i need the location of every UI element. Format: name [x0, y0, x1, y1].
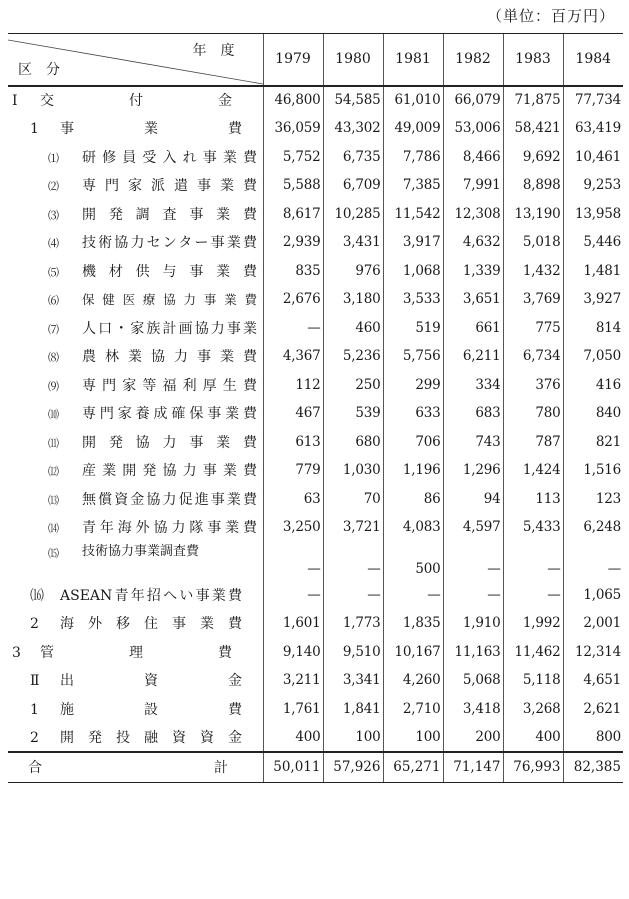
- row-label: 研修員受入れ事業費: [82, 149, 257, 166]
- table-row: [8, 257, 623, 286]
- table-row: [8, 428, 623, 457]
- row-label-cell: [8, 609, 263, 638]
- value-cell: 814: [563, 314, 623, 343]
- table-row: [8, 285, 623, 314]
- row-label: 技術協力センター事業費: [82, 235, 257, 252]
- unit-note: （単位：百万円）: [486, 7, 615, 25]
- value-cell: 1,030: [323, 456, 383, 485]
- row-label-cell: [8, 666, 263, 695]
- value-cell: 1,601: [263, 609, 323, 638]
- value-cell: 683: [443, 399, 503, 428]
- value-cell: 400: [263, 723, 323, 752]
- row-label-cell: [8, 581, 263, 610]
- value-cell: 821: [563, 428, 623, 457]
- value-cell: 1,065: [563, 581, 623, 610]
- table-row: [8, 581, 623, 610]
- value-cell: —: [503, 542, 563, 581]
- row-label: ASEAN青年招へい事業費: [60, 587, 242, 604]
- row-label: 機材供与事業費: [82, 263, 257, 280]
- table-body: [8, 86, 623, 752]
- value-cell: 6,709: [323, 171, 383, 200]
- value-cell: 9,510: [323, 638, 383, 667]
- row-label: 海外移住事業費: [60, 616, 242, 633]
- value-cell: 334: [443, 371, 503, 400]
- value-cell: 13,958: [563, 200, 623, 229]
- row-label-cell: [8, 638, 263, 667]
- value-cell: 200: [443, 723, 503, 752]
- value-cell: 4,367: [263, 342, 323, 371]
- row-label: 人口・家族計画協力事業: [82, 320, 257, 337]
- table-row: [8, 542, 623, 581]
- table-row: [8, 666, 623, 695]
- row-mark: ⑷: [48, 237, 59, 251]
- row-mark: ⑸: [48, 265, 59, 279]
- value-cell: 3,180: [323, 285, 383, 314]
- value-cell: 5,446: [563, 228, 623, 257]
- value-cell: 6,734: [503, 342, 563, 371]
- table-row: [8, 314, 623, 343]
- value-cell: —: [263, 542, 323, 581]
- total-value-cell: 82,385: [563, 752, 623, 783]
- value-cell: 706: [383, 428, 443, 457]
- table-row: [8, 114, 623, 143]
- value-cell: 12,314: [563, 638, 623, 667]
- value-cell: 66,079: [443, 86, 503, 115]
- value-cell: 400: [503, 723, 563, 752]
- value-cell: 6,735: [323, 143, 383, 172]
- value-cell: 9,253: [563, 171, 623, 200]
- value-cell: 4,597: [443, 513, 503, 542]
- value-cell: 6,211: [443, 342, 503, 371]
- value-cell: 3,341: [323, 666, 383, 695]
- value-cell: 3,268: [503, 695, 563, 724]
- value-cell: 100: [323, 723, 383, 752]
- row-label: 保健医療協力事業費: [82, 292, 257, 308]
- value-cell: 1,841: [323, 695, 383, 724]
- value-cell: —: [443, 581, 503, 610]
- corner-header-cell: [8, 34, 263, 86]
- value-cell: 5,068: [443, 666, 503, 695]
- value-cell: 1,992: [503, 609, 563, 638]
- value-cell: 7,991: [443, 171, 503, 200]
- value-cell: 1,296: [443, 456, 503, 485]
- value-cell: 58,421: [503, 114, 563, 143]
- row-mark: ⑹: [48, 294, 59, 308]
- value-cell: 10,461: [563, 143, 623, 172]
- row-label: 産業開発協力事業費: [82, 463, 257, 480]
- row-label-cell: [8, 723, 263, 752]
- table-row: [8, 456, 623, 485]
- value-cell: 376: [503, 371, 563, 400]
- corner-year-label: 年度: [192, 43, 249, 59]
- total-label: 合計: [28, 760, 228, 777]
- year-header: 1983: [503, 34, 563, 86]
- value-cell: 976: [323, 257, 383, 286]
- row-label-cell: [8, 257, 263, 286]
- value-cell: 299: [383, 371, 443, 400]
- row-label: 技術協力事業調査費: [82, 543, 200, 559]
- row-mark: 2: [30, 616, 39, 633]
- value-cell: 10,167: [383, 638, 443, 667]
- row-label-cell: [8, 86, 263, 115]
- value-cell: 250: [323, 371, 383, 400]
- value-cell: 680: [323, 428, 383, 457]
- value-cell: 835: [263, 257, 323, 286]
- value-cell: 539: [323, 399, 383, 428]
- value-cell: 1,761: [263, 695, 323, 724]
- total-value-cell: 50,011: [263, 752, 323, 783]
- table-row: [8, 695, 623, 724]
- value-cell: 49,009: [383, 114, 443, 143]
- row-mark: ⑿: [48, 465, 59, 479]
- row-label-cell: [8, 456, 263, 485]
- value-cell: 86: [383, 485, 443, 514]
- row-mark: ⑻: [48, 351, 59, 365]
- value-cell: 3,917: [383, 228, 443, 257]
- row-mark: ⒀: [48, 493, 59, 507]
- row-label-cell: [8, 114, 263, 143]
- total-row: [8, 752, 623, 783]
- value-cell: 112: [263, 371, 323, 400]
- row-label-cell: [8, 485, 263, 514]
- value-cell: 77,734: [563, 86, 623, 115]
- table-row: [8, 638, 623, 667]
- value-cell: 3,250: [263, 513, 323, 542]
- row-label-cell: [8, 371, 263, 400]
- value-cell: 113: [503, 485, 563, 514]
- row-label: 専門家養成確保事業費: [82, 406, 257, 423]
- value-cell: 3,431: [323, 228, 383, 257]
- value-cell: 46,800: [263, 86, 323, 115]
- row-mark: ⑵: [48, 180, 59, 194]
- value-cell: 1,068: [383, 257, 443, 286]
- value-cell: 633: [383, 399, 443, 428]
- row-mark: ⑾: [48, 436, 59, 450]
- value-cell: 12,308: [443, 200, 503, 229]
- value-cell: 8,466: [443, 143, 503, 172]
- row-label: 無償資金協力促進事業費: [82, 491, 257, 508]
- row-label: 施設費: [60, 701, 242, 718]
- value-cell: 11,163: [443, 638, 503, 667]
- row-mark: ⑶: [48, 208, 59, 222]
- value-cell: 3,211: [263, 666, 323, 695]
- value-cell: 787: [503, 428, 563, 457]
- row-label: 専門家等福利厚生費: [82, 377, 257, 394]
- value-cell: 54,585: [323, 86, 383, 115]
- value-cell: 775: [503, 314, 563, 343]
- row-mark: ⑴: [48, 151, 59, 165]
- table-row: [8, 485, 623, 514]
- value-cell: 4,632: [443, 228, 503, 257]
- value-cell: 3,721: [323, 513, 383, 542]
- table-row: [8, 723, 623, 752]
- value-cell: 2,676: [263, 285, 323, 314]
- value-cell: 1,432: [503, 257, 563, 286]
- value-cell: 779: [263, 456, 323, 485]
- value-cell: 7,786: [383, 143, 443, 172]
- table-row: [8, 171, 623, 200]
- value-cell: 9,140: [263, 638, 323, 667]
- value-cell: 7,385: [383, 171, 443, 200]
- row-mark: ⒃: [30, 587, 44, 604]
- row-mark: ⒁: [48, 522, 59, 536]
- value-cell: —: [323, 542, 383, 581]
- row-label-cell: [8, 143, 263, 172]
- value-cell: 1,424: [503, 456, 563, 485]
- value-cell: 4,083: [383, 513, 443, 542]
- row-label-cell: [8, 342, 263, 371]
- value-cell: 94: [443, 485, 503, 514]
- value-cell: 5,118: [503, 666, 563, 695]
- value-cell: 5,433: [503, 513, 563, 542]
- value-cell: 70: [323, 485, 383, 514]
- value-cell: 519: [383, 314, 443, 343]
- row-mark: Ⅱ: [30, 673, 40, 690]
- value-cell: 2,710: [383, 695, 443, 724]
- value-cell: 43,302: [323, 114, 383, 143]
- row-mark: Ⅰ: [12, 93, 18, 110]
- value-cell: 3,769: [503, 285, 563, 314]
- row-label-cell: [8, 542, 263, 581]
- value-cell: 613: [263, 428, 323, 457]
- value-cell: 3,651: [443, 285, 503, 314]
- row-label: 開発投融資資金: [60, 729, 242, 746]
- value-cell: 3,927: [563, 285, 623, 314]
- row-label: 管理費: [40, 644, 232, 661]
- value-cell: —: [563, 542, 623, 581]
- value-cell: —: [503, 581, 563, 610]
- row-label: 事業費: [60, 121, 242, 138]
- value-cell: 1,910: [443, 609, 503, 638]
- row-mark: ⑺: [48, 322, 59, 336]
- year-header: 1980: [323, 34, 383, 86]
- total-value-cell: 65,271: [383, 752, 443, 783]
- value-cell: 661: [443, 314, 503, 343]
- row-label: 専門家派遣事業費: [82, 178, 257, 195]
- total-value-cell: 57,926: [323, 752, 383, 783]
- value-cell: 4,260: [383, 666, 443, 695]
- corner-category-label: 区分: [18, 61, 74, 78]
- value-cell: 100: [383, 723, 443, 752]
- value-cell: 2,939: [263, 228, 323, 257]
- value-cell: —: [323, 581, 383, 610]
- row-label-cell: [8, 513, 263, 542]
- total-label-cell: [8, 752, 263, 783]
- row-mark: ⑽: [48, 408, 59, 422]
- total-value-cell: 76,993: [503, 752, 563, 783]
- value-cell: 2,001: [563, 609, 623, 638]
- value-cell: 3,533: [383, 285, 443, 314]
- row-label-cell: [8, 228, 263, 257]
- value-cell: 460: [323, 314, 383, 343]
- value-cell: 6,248: [563, 513, 623, 542]
- value-cell: 123: [563, 485, 623, 514]
- value-cell: 71,875: [503, 86, 563, 115]
- table-row: [8, 609, 623, 638]
- value-cell: 36,059: [263, 114, 323, 143]
- value-cell: 1,481: [563, 257, 623, 286]
- row-mark: 1: [30, 121, 39, 138]
- header-row: [8, 34, 623, 86]
- value-cell: 8,617: [263, 200, 323, 229]
- value-cell: 5,752: [263, 143, 323, 172]
- row-label: 開発調査事業費: [82, 206, 257, 223]
- row-label-cell: [8, 171, 263, 200]
- budget-table: [8, 33, 623, 783]
- value-cell: 1,773: [323, 609, 383, 638]
- row-mark: 3: [12, 644, 21, 661]
- value-cell: 9,692: [503, 143, 563, 172]
- value-cell: 800: [563, 723, 623, 752]
- value-cell: 11,542: [383, 200, 443, 229]
- table-row: [8, 513, 623, 542]
- value-cell: —: [263, 581, 323, 610]
- year-header: 1984: [563, 34, 623, 86]
- row-label-cell: [8, 200, 263, 229]
- table-row: [8, 371, 623, 400]
- value-cell: 780: [503, 399, 563, 428]
- row-label-cell: [8, 399, 263, 428]
- value-cell: 5,236: [323, 342, 383, 371]
- row-label-cell: [8, 285, 263, 314]
- value-cell: —: [263, 314, 323, 343]
- year-header: 1979: [263, 34, 323, 86]
- value-cell: 63: [263, 485, 323, 514]
- row-label: 青年海外協力隊事業費: [82, 520, 257, 537]
- value-cell: 8,898: [503, 171, 563, 200]
- value-cell: —: [383, 581, 443, 610]
- row-mark: 1: [30, 701, 39, 718]
- table-row: [8, 399, 623, 428]
- value-cell: 5,588: [263, 171, 323, 200]
- value-cell: 63,419: [563, 114, 623, 143]
- value-cell: 5,018: [503, 228, 563, 257]
- value-cell: 53,006: [443, 114, 503, 143]
- value-cell: 3,418: [443, 695, 503, 724]
- value-cell: 7,050: [563, 342, 623, 371]
- row-label: 農林業協力事業費: [82, 349, 257, 366]
- value-cell: 11,462: [503, 638, 563, 667]
- value-cell: 500: [383, 542, 443, 581]
- value-cell: 2,621: [563, 695, 623, 724]
- row-mark: ⒂: [48, 546, 59, 560]
- year-header: 1982: [443, 34, 503, 86]
- table-row: [8, 143, 623, 172]
- table-row: [8, 86, 623, 115]
- value-cell: 416: [563, 371, 623, 400]
- row-label: 開発協力事業費: [82, 434, 257, 451]
- row-mark: 2: [30, 729, 39, 746]
- value-cell: —: [443, 542, 503, 581]
- table-row: [8, 342, 623, 371]
- value-cell: 61,010: [383, 86, 443, 115]
- row-label-cell: [8, 428, 263, 457]
- value-cell: 840: [563, 399, 623, 428]
- total-value-cell: 71,147: [443, 752, 503, 783]
- value-cell: 743: [443, 428, 503, 457]
- value-cell: 1,835: [383, 609, 443, 638]
- row-label-cell: [8, 314, 263, 343]
- value-cell: 1,339: [443, 257, 503, 286]
- row-mark: ⑼: [48, 379, 59, 393]
- row-label-cell: [8, 695, 263, 724]
- row-label: 出資金: [60, 673, 242, 690]
- table-row: [8, 228, 623, 257]
- value-cell: 4,651: [563, 666, 623, 695]
- value-cell: 5,756: [383, 342, 443, 371]
- year-header: 1981: [383, 34, 443, 86]
- value-cell: 10,285: [323, 200, 383, 229]
- value-cell: 1,196: [383, 456, 443, 485]
- value-cell: 13,190: [503, 200, 563, 229]
- value-cell: 467: [263, 399, 323, 428]
- table-row: [8, 200, 623, 229]
- row-label: 交付金: [40, 93, 232, 110]
- value-cell: 1,516: [563, 456, 623, 485]
